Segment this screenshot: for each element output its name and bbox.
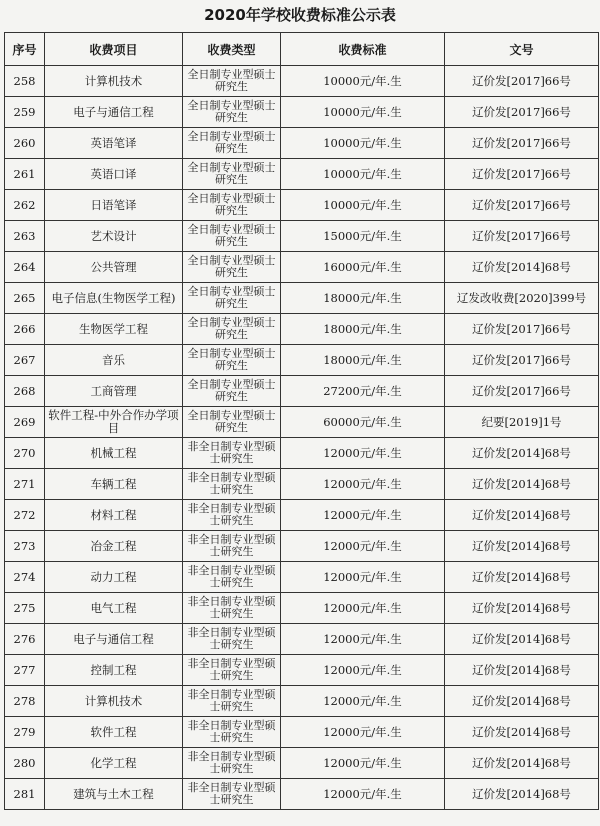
- cell-type: 非全日制专业型硕士研究生: [183, 624, 281, 655]
- cell-seq: 258: [5, 66, 45, 97]
- table-row: [5, 779, 599, 810]
- table-row: [5, 562, 599, 593]
- cell-seq: 278: [5, 686, 45, 717]
- cell-item: 计算机技术: [45, 686, 183, 717]
- table-row: [5, 624, 599, 655]
- cell-item: 生物医学工程: [45, 314, 183, 345]
- cell-type: 非全日制专业型硕士研究生: [183, 717, 281, 748]
- table-row: [5, 717, 599, 748]
- cell-doc-no: 辽价发[2017]66号: [445, 376, 599, 407]
- cell-seq: 263: [5, 221, 45, 252]
- cell-standard: 12000元/年.生: [281, 748, 445, 779]
- cell-type: 非全日制专业型硕士研究生: [183, 593, 281, 624]
- cell-doc-no: 辽价发[2017]66号: [445, 190, 599, 221]
- cell-type: 非全日制专业型硕士研究生: [183, 779, 281, 810]
- header-seq: 序号: [5, 33, 45, 66]
- cell-item: 建筑与土木工程: [45, 779, 183, 810]
- cell-standard: 10000元/年.生: [281, 66, 445, 97]
- table-row: [5, 345, 599, 376]
- cell-standard: 10000元/年.生: [281, 159, 445, 190]
- cell-item: 电子与通信工程: [45, 97, 183, 128]
- cell-item: 音乐: [45, 345, 183, 376]
- cell-item: 材料工程: [45, 500, 183, 531]
- cell-item: 电子与通信工程: [45, 624, 183, 655]
- cell-standard: 12000元/年.生: [281, 717, 445, 748]
- header-item: 收费项目: [45, 33, 183, 66]
- cell-item: 英语笔译: [45, 128, 183, 159]
- cell-seq: 280: [5, 748, 45, 779]
- cell-seq: 274: [5, 562, 45, 593]
- fee-table: [4, 32, 599, 810]
- cell-doc-no: 辽价发[2014]68号: [445, 469, 599, 500]
- cell-doc-no: 辽价发[2017]66号: [445, 345, 599, 376]
- cell-doc-no: 辽价发[2017]66号: [445, 128, 599, 159]
- cell-standard: 12000元/年.生: [281, 531, 445, 562]
- cell-standard: 12000元/年.生: [281, 779, 445, 810]
- cell-doc-no: 辽价发[2014]68号: [445, 252, 599, 283]
- cell-seq: 279: [5, 717, 45, 748]
- cell-standard: 12000元/年.生: [281, 686, 445, 717]
- cell-type: 非全日制专业型硕士研究生: [183, 469, 281, 500]
- cell-standard: 18000元/年.生: [281, 345, 445, 376]
- cell-standard: 15000元/年.生: [281, 221, 445, 252]
- cell-type: 非全日制专业型硕士研究生: [183, 562, 281, 593]
- cell-doc-no: 辽价发[2014]68号: [445, 748, 599, 779]
- cell-doc-no: 辽价发[2014]68号: [445, 562, 599, 593]
- table-row: [5, 438, 599, 469]
- cell-type: 非全日制专业型硕士研究生: [183, 748, 281, 779]
- table-header-row: [5, 33, 599, 66]
- cell-doc-no: 辽价发[2014]68号: [445, 500, 599, 531]
- cell-doc-no: 辽价发[2017]66号: [445, 159, 599, 190]
- cell-standard: 10000元/年.生: [281, 128, 445, 159]
- cell-type: 全日制专业型硕士研究生: [183, 252, 281, 283]
- cell-item: 车辆工程: [45, 469, 183, 500]
- cell-standard: 10000元/年.生: [281, 97, 445, 128]
- table-row: [5, 376, 599, 407]
- table-row: [5, 655, 599, 686]
- cell-seq: 270: [5, 438, 45, 469]
- cell-item: 计算机技术: [45, 66, 183, 97]
- cell-type: 非全日制专业型硕士研究生: [183, 686, 281, 717]
- cell-type: 全日制专业型硕士研究生: [183, 314, 281, 345]
- cell-seq: 266: [5, 314, 45, 345]
- header-doc-no: 文号: [445, 33, 599, 66]
- cell-doc-no: 辽价发[2017]66号: [445, 314, 599, 345]
- cell-item: 机械工程: [45, 438, 183, 469]
- cell-standard: 12000元/年.生: [281, 593, 445, 624]
- cell-doc-no: 辽价发[2014]68号: [445, 655, 599, 686]
- cell-seq: 271: [5, 469, 45, 500]
- cell-doc-no: 辽价发[2014]68号: [445, 593, 599, 624]
- table-body: [5, 66, 599, 810]
- table-row: [5, 283, 599, 314]
- cell-doc-no: 纪要[2019]1号: [445, 407, 599, 438]
- cell-doc-no: 辽价发[2014]68号: [445, 686, 599, 717]
- cell-standard: 18000元/年.生: [281, 283, 445, 314]
- cell-type: 全日制专业型硕士研究生: [183, 283, 281, 314]
- cell-seq: 261: [5, 159, 45, 190]
- cell-seq: 273: [5, 531, 45, 562]
- cell-type: 全日制专业型硕士研究生: [183, 221, 281, 252]
- cell-standard: 12000元/年.生: [281, 438, 445, 469]
- cell-item: 电子信息(生物医学工程): [45, 283, 183, 314]
- table-row: [5, 593, 599, 624]
- cell-item: 日语笔译: [45, 190, 183, 221]
- cell-type: 全日制专业型硕士研究生: [183, 97, 281, 128]
- cell-item: 化学工程: [45, 748, 183, 779]
- cell-item: 软件工程: [45, 717, 183, 748]
- cell-type: 全日制专业型硕士研究生: [183, 66, 281, 97]
- cell-type: 非全日制专业型硕士研究生: [183, 531, 281, 562]
- cell-seq: 264: [5, 252, 45, 283]
- cell-seq: 276: [5, 624, 45, 655]
- cell-standard: 12000元/年.生: [281, 500, 445, 531]
- cell-seq: 262: [5, 190, 45, 221]
- cell-type: 非全日制专业型硕士研究生: [183, 438, 281, 469]
- table-row: [5, 128, 599, 159]
- cell-standard: 10000元/年.生: [281, 190, 445, 221]
- cell-seq: 268: [5, 376, 45, 407]
- cell-item: 英语口译: [45, 159, 183, 190]
- cell-type: 全日制专业型硕士研究生: [183, 345, 281, 376]
- cell-standard: 12000元/年.生: [281, 469, 445, 500]
- cell-doc-no: 辽价发[2014]68号: [445, 779, 599, 810]
- table-row: [5, 748, 599, 779]
- table-row: [5, 159, 599, 190]
- cell-type: 全日制专业型硕士研究生: [183, 159, 281, 190]
- cell-seq: 275: [5, 593, 45, 624]
- cell-seq: 281: [5, 779, 45, 810]
- cell-seq: 267: [5, 345, 45, 376]
- table-row: [5, 66, 599, 97]
- cell-doc-no: 辽价发[2014]68号: [445, 531, 599, 562]
- cell-seq: 277: [5, 655, 45, 686]
- cell-type: 全日制专业型硕士研究生: [183, 190, 281, 221]
- table-row: [5, 500, 599, 531]
- cell-doc-no: 辽价发[2014]68号: [445, 717, 599, 748]
- cell-doc-no: 辽价发[2017]66号: [445, 66, 599, 97]
- table-row: [5, 469, 599, 500]
- cell-seq: 269: [5, 407, 45, 438]
- cell-doc-no: 辽价发[2017]66号: [445, 97, 599, 128]
- cell-item: 工商管理: [45, 376, 183, 407]
- cell-item: 公共管理: [45, 252, 183, 283]
- table-row: [5, 252, 599, 283]
- table-row: [5, 531, 599, 562]
- cell-item: 电气工程: [45, 593, 183, 624]
- cell-doc-no: 辽价发[2017]66号: [445, 221, 599, 252]
- cell-item: 冶金工程: [45, 531, 183, 562]
- cell-standard: 12000元/年.生: [281, 562, 445, 593]
- cell-standard: 18000元/年.生: [281, 314, 445, 345]
- cell-seq: 265: [5, 283, 45, 314]
- cell-item: 控制工程: [45, 655, 183, 686]
- table-row: [5, 407, 599, 438]
- cell-type: 全日制专业型硕士研究生: [183, 376, 281, 407]
- table-row: [5, 97, 599, 128]
- table-row: [5, 314, 599, 345]
- cell-item: 动力工程: [45, 562, 183, 593]
- cell-type: 非全日制专业型硕士研究生: [183, 500, 281, 531]
- cell-type: 非全日制专业型硕士研究生: [183, 655, 281, 686]
- page-title: 2020年学校收费标准公示表: [204, 6, 396, 24]
- cell-standard: 12000元/年.生: [281, 655, 445, 686]
- table-row: [5, 221, 599, 252]
- cell-seq: 260: [5, 128, 45, 159]
- header-type: 收费类型: [183, 33, 281, 66]
- cell-standard: 12000元/年.生: [281, 624, 445, 655]
- cell-type: 全日制专业型硕士研究生: [183, 128, 281, 159]
- cell-standard: 27200元/年.生: [281, 376, 445, 407]
- cell-seq: 259: [5, 97, 45, 128]
- cell-standard: 60000元/年.生: [281, 407, 445, 438]
- table-row: [5, 686, 599, 717]
- header-standard: 收费标准: [281, 33, 445, 66]
- cell-seq: 272: [5, 500, 45, 531]
- cell-item: 艺术设计: [45, 221, 183, 252]
- cell-standard: 16000元/年.生: [281, 252, 445, 283]
- table-row: [5, 190, 599, 221]
- cell-doc-no: 辽价发[2014]68号: [445, 624, 599, 655]
- cell-doc-no: 辽价发[2014]68号: [445, 438, 599, 469]
- cell-type: 全日制专业型硕士研究生: [183, 407, 281, 438]
- cell-doc-no: 辽发改收费[2020]399号: [445, 283, 599, 314]
- cell-item: 软件工程-中外合作办学项目: [45, 407, 183, 438]
